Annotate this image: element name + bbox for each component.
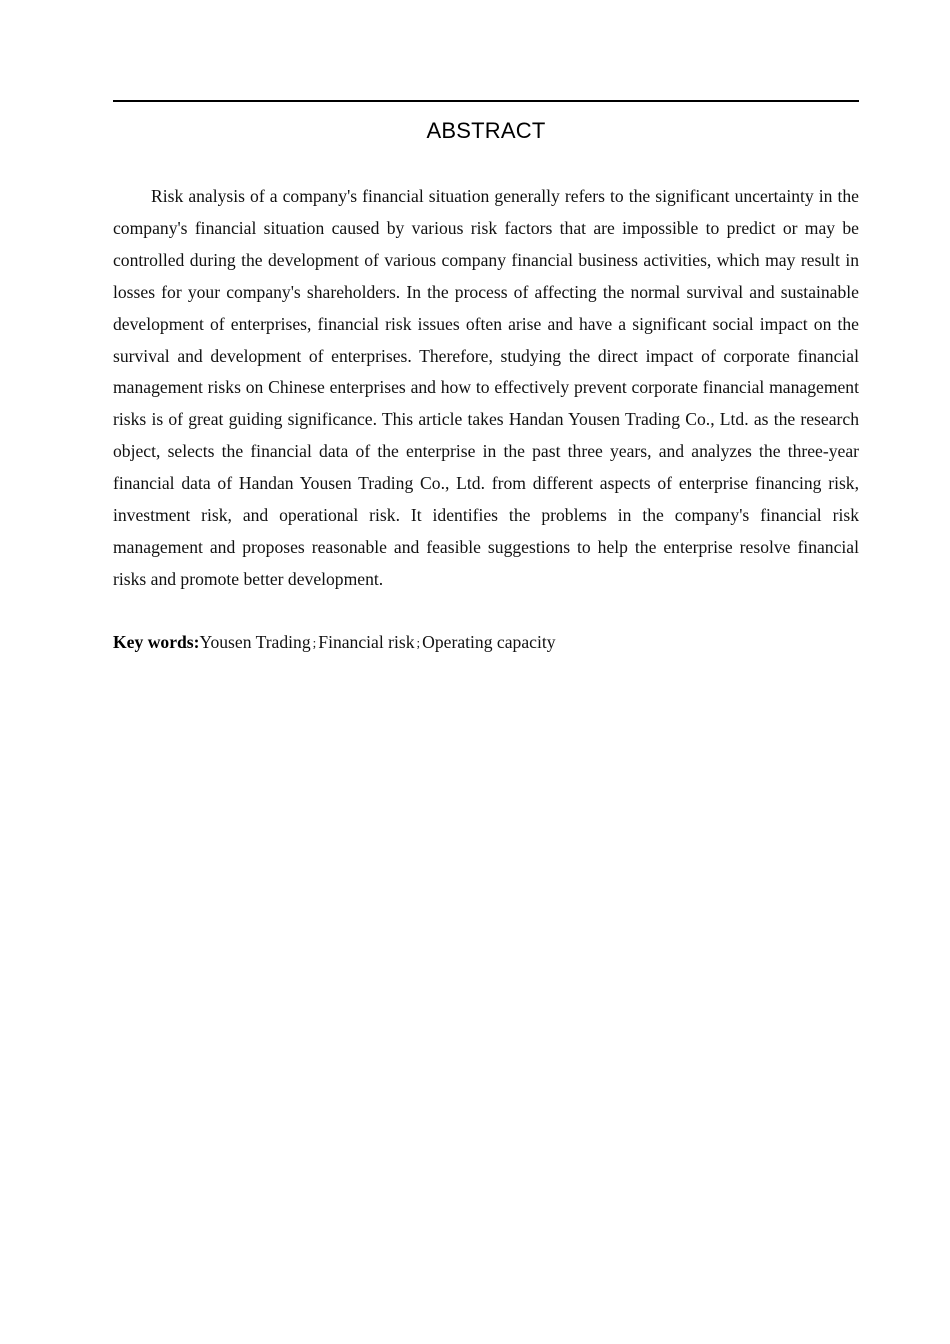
keyword-separator: ; — [312, 635, 317, 650]
header-rule — [113, 100, 859, 102]
keyword-separator: ; — [416, 635, 421, 650]
keywords-line — [113, 627, 859, 659]
abstract-title: ABSTRACT — [426, 118, 546, 143]
keyword-item: Financial risk — [318, 632, 415, 652]
keyword-item: Yousen Trading — [199, 632, 311, 652]
keywords-label: Key words: — [113, 632, 200, 652]
abstract-paragraph: Risk analysis of a company's financial situation generally refers to the significant uncertainty in the company's financial situation caused by various risk factors that are impossible to predict or may be controlled during the development of various company financial business activities, which may result in losses for your company's shareholders. In the process of affecting the normal survival and sustainable development of enterprises, financial risk issues often arise and have a significant social impact on the survival and development of enterprises. Therefore, studying the direct impact of corporate financial management risks on Chinese enterprises and how to effectively prevent corporate financial management risks is of great guiding significance. This article takes Handan Yousen Trading Co., Ltd. as the research object, selects the financial data of the enterprise in the past three years, and analyzes the three-year financial data of Handan Yousen Trading Co., Ltd. from different aspects of enterprise financing risk, investment risk, and operational risk. It identifies the problems in the company's financial risk management and proposes reasonable and feasible suggestions to help the enterprise resolve financial risks and promote better development. — [113, 186, 859, 589]
keyword-item: Operating capacity — [422, 632, 556, 652]
